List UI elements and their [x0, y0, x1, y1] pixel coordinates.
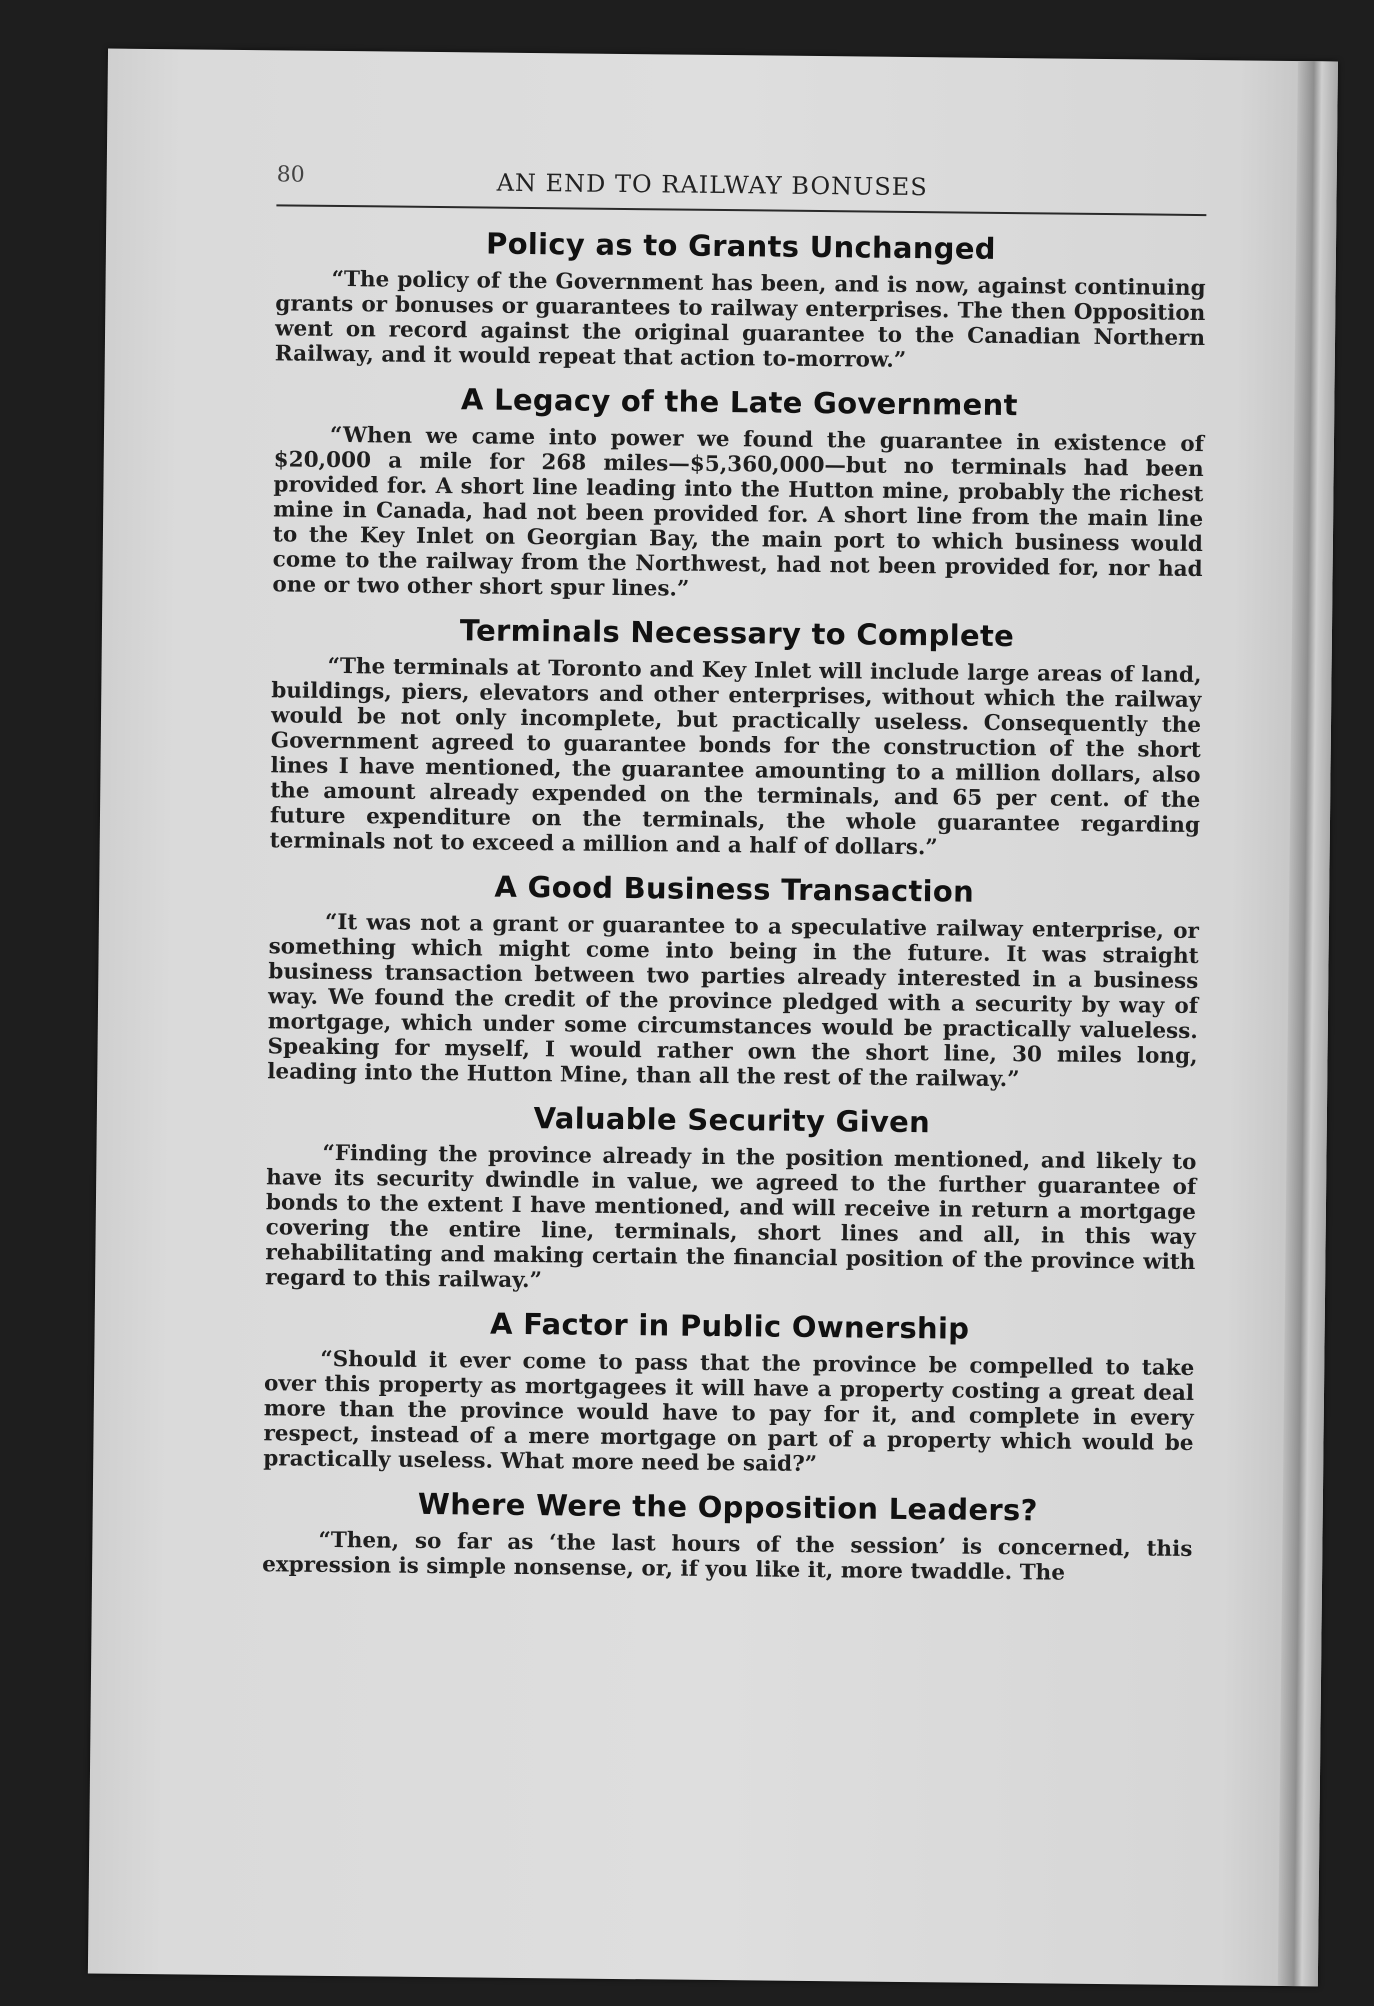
section-terminals: [270, 611, 1202, 863]
section-paragraph: “When we came into power we found the guarantee in existence of $20,000 a mile for 268 miles—$5,360,000—but no terminals had been provided for. A short line leading into the Hutton mine, probably the richest mine in Canada, had not been provided for. A short line from the main line to the Key Inlet on Georgian Bay, the main port to which business would come to the railway from the Northwest, had not been provided for, nor had one or two other short spur lines.”: [272, 422, 1205, 602]
section-paragraph: “Finding the province already in the position mentioned, and likely to have its security dwindle in value, we agreed to the further guarantee of bonds to the extent I have mentioned, and will receive in return a mortgage covering the entire line, terminals, short lines and all, in this way rehabilitating and making certain the financial position of the province with regard to this railway.”: [265, 1140, 1197, 1294]
section-heading: Policy as to Grants Unchanged: [485, 226, 997, 266]
section-policy: [275, 224, 1206, 376]
section-heading: A Legacy of the Late Government: [460, 382, 1018, 423]
section-business: [267, 867, 1199, 1094]
section-paragraph: “The policy of the Government has been, and is now, against continuing grants or bonuses or guarantees to railway enterprises. The then Opposition went on record against the original guarantee to the Canadian Northern Railway, and it would repeat that action to-morrow.”: [274, 266, 1206, 373]
section-paragraph: “It was not a grant or guarantee to a speculative railway enterprise, or something which might come into being in the future. It was straight business transaction between two parties already interested in a business way. We found the credit of the province pledged with a security by way of mortgage, which under some circumstances would be practically valueless. Speaking for myself, I would rather own the short line, 30 miles long, leading into the Hutton Mine, than all the rest of the railway.”: [267, 909, 1199, 1093]
section-legacy: [272, 380, 1204, 607]
section-security: [265, 1098, 1197, 1300]
page-number: 80: [276, 162, 305, 188]
section-paragraph: “Should it ever come to pass that the province be compelled to take over this property as mortgagees it will have a property costing a great deal more than the province would have to pay for it, and complete in every respect, instead of a mere mortgage on part of a property which would be practically useless. What more need be said?”: [263, 1346, 1195, 1478]
section-heading: Valuable Security Given: [533, 1101, 931, 1140]
running-head: [276, 160, 1206, 216]
page-gutter-edge: [1278, 61, 1338, 1986]
section-heading: A Good Business Transaction: [494, 869, 975, 909]
section-heading: Terminals Necessary to Complete: [459, 613, 1015, 654]
running-title: AN END TO RAILWAY BONUSES: [496, 168, 928, 202]
section-paragraph: “The terminals at Toronto and Key Inlet will include large areas of land, buildings, piers, elevators and other enterprises, without which the railway would be not only incomplete, but practically useless. Consequently the Government agreed to guarantee bonds for the construction of the short lines I have mentioned, the guarantee amounting to a million dollars, also the amount already expended on the terminals, and 65 per cent. of the future expenditure on the terminals, the whole guarantee regarding terminals not to exceed a million and a half of dollars.”: [269, 653, 1202, 861]
book-page: [88, 49, 1338, 1987]
page-content: [262, 160, 1207, 1591]
section-paragraph: “Then, so far as ‘the last hours of the session’ is concerned, this expression is simple nonsense, or, if you like it, more twaddle. The: [262, 1527, 1193, 1586]
section-heading: Where Were the Opposition Leaders?: [417, 1486, 1038, 1528]
section-heading: A Factor in Public Ownership: [489, 1306, 970, 1346]
section-ownership: [263, 1304, 1195, 1481]
section-opposition: [262, 1485, 1193, 1587]
